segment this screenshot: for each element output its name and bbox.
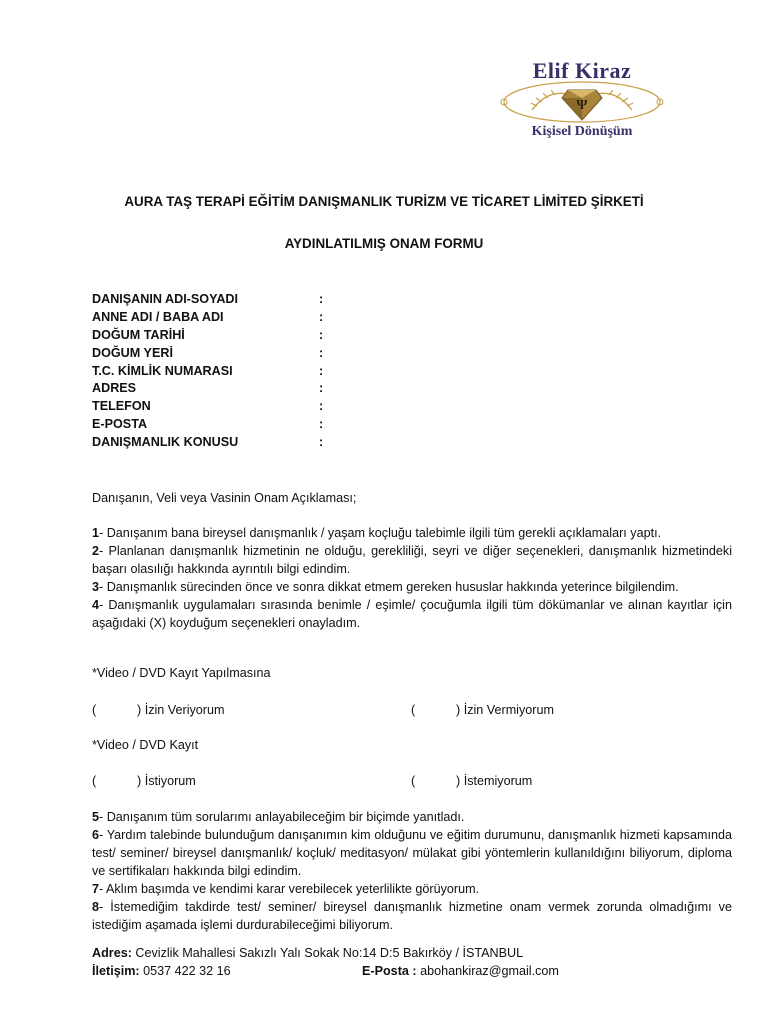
contact-label: İletişim: (92, 964, 140, 978)
item-text: - Danışanım tüm sorularımı anlayabileceğim bir biçimde yanıtladı. (99, 810, 465, 824)
item-number: 3 (92, 580, 100, 594)
field-row (92, 381, 392, 399)
logo-tagline: Kişisel Dönüşüm (531, 124, 633, 139)
consent-item (92, 596, 732, 632)
field-colon: : (319, 417, 324, 432)
email-value[interactable]: abohankiraz@gmail.com (416, 964, 559, 978)
field-row (92, 364, 392, 382)
field-label: ADRES (92, 381, 137, 396)
video-permission-label: *Video / DVD Kayıt Yapılmasına (92, 666, 271, 680)
item-number: 4 (92, 598, 100, 612)
address-label: Adres: (92, 946, 132, 960)
item-text: - Aklım başımda ve kendimi karar verebilecek yeterlilikte görüyorum. (99, 882, 480, 896)
video-record-yes-option[interactable] (92, 774, 196, 788)
item-text: - İstemediğim takdirde test/ seminer/ bireysel danışmanlık hizmetine onam vermek zorunda olmadığımı ve istediğim aşamada işlemi durdurabileceğimi biliyorum. (92, 900, 732, 932)
video-record-no-option[interactable] (411, 774, 532, 788)
field-row (92, 310, 392, 328)
address-value: Cevizlik Mahallesi Sakızlı Yalı Sokak No:14 D:5 Bakırköy / İSTANBUL (131, 946, 524, 960)
footer-contact (92, 964, 732, 978)
logo (482, 52, 682, 144)
footer-address (92, 946, 732, 960)
consent-item (92, 898, 732, 934)
option-label: ) İzin Veriyorum (137, 703, 225, 717)
field-label: TELEFON (92, 399, 151, 414)
field-colon: : (319, 435, 324, 450)
item-text: - Danışanım bana bireysel danışmanlık / yaşam koçluğu talebimle ilgili tüm gerekli açıklamaları yaptı. (99, 526, 662, 540)
field-row (92, 399, 392, 417)
field-colon: : (319, 345, 324, 360)
option-label: ) İstemiyorum (456, 774, 533, 788)
field-label: DOĞUM YERİ (92, 345, 173, 360)
field-colon: : (319, 292, 324, 306)
item-text: - Planlanan danışmanlık hizmetinin ne olduğu, gerekliliği, seyri ve diğer seçenekleri, danışmanlık hizmetindeki başarı olasılığı hakkında ayrıntılı bilgi edindim. (92, 544, 732, 576)
item-number: 8 (92, 900, 100, 914)
field-label: T.C. KİMLİK NUMARASI (92, 363, 233, 378)
field-label: DANIŞANIN ADI-SOYADI (92, 292, 239, 306)
logo-brand: Elif Kiraz (532, 58, 632, 83)
field-label: DOĞUM TARİHİ (92, 327, 185, 342)
field-row (92, 417, 392, 435)
consent-item (92, 808, 732, 826)
consent-item (92, 826, 732, 880)
field-row (92, 435, 392, 453)
field-label: DANIŞMANLIK KONUSU (92, 435, 239, 450)
checkbox-open-paren: ( (411, 703, 416, 717)
consent-items-b (92, 808, 732, 934)
checkbox-open-paren: ( (92, 774, 97, 788)
field-row (92, 346, 392, 364)
item-text: - Danışmanlık sürecinden önce ve sonra dikkat etmem gereken hususlar hakkında yeterince bilgilendim. (99, 580, 679, 594)
item-number: 7 (92, 882, 100, 896)
option-label: ) İstiyorum (137, 774, 196, 788)
consent-item (92, 880, 732, 898)
field-label: ANNE ADI / BABA ADI (92, 309, 224, 324)
field-row (92, 328, 392, 346)
consent-intro: Danışanın, Veli veya Vasinin Onam Açıklaması; (92, 491, 357, 505)
checkbox-open-paren: ( (411, 774, 416, 788)
field-row (92, 292, 392, 310)
svg-text:Ψ: Ψ (576, 98, 588, 113)
consent-items-a (92, 524, 732, 632)
item-text: - Yardım talebinde bulunduğum danışanımın kim olduğunu ve eğitim durumunu, danışmanlık hizmeti kapsamında test/ seminer/ bireysel danışmanlık/ koçluk/ meditasyon/ mülakat gibi yöntemlerin kullanıldığını biliyorum, diploma ve sertifikaları hakkında bilgi edindim. (92, 828, 732, 878)
form-title: AYDINLATILMIŞ ONAM FORMU (284, 236, 484, 251)
footer-email (362, 964, 559, 978)
consent-item (92, 578, 732, 596)
consent-item (92, 542, 732, 578)
field-label: E-POSTA (92, 417, 148, 432)
item-number: 1 (92, 526, 100, 540)
option-label: ) İzin Vermiyorum (456, 703, 554, 717)
field-colon: : (319, 381, 324, 396)
diamond-emblem-icon (492, 80, 672, 126)
field-colon: : (319, 363, 324, 378)
video-permission-yes-option[interactable] (92, 703, 224, 717)
item-number: 5 (92, 810, 100, 824)
item-number: 6 (92, 828, 100, 842)
field-colon: : (319, 309, 324, 324)
field-colon: : (319, 327, 324, 342)
item-number: 2 (92, 544, 100, 558)
contact-phone: 0537 422 32 16 (139, 964, 231, 978)
consent-item (92, 524, 732, 542)
personal-info-fields (92, 292, 392, 453)
company-name: AURA TAŞ TERAPİ EĞİTİM DANIŞMANLIK TURİZM VE TİCARET LİMİTED ŞİRKETİ (124, 194, 644, 209)
video-record-label: *Video / DVD Kayıt (92, 738, 199, 752)
checkbox-open-paren: ( (92, 703, 97, 717)
item-text: - Danışmanlık uygulamaları sırasında benimle / eşimle/ çocuğumla ilgili tüm dökümanlar ve alınan kayıtlar için aşağıdaki (X) koyduğum seçenekleri onayladım. (92, 598, 732, 630)
video-permission-no-option[interactable] (411, 703, 554, 717)
field-colon: : (319, 399, 324, 414)
email-label: E-Posta : (362, 964, 417, 978)
